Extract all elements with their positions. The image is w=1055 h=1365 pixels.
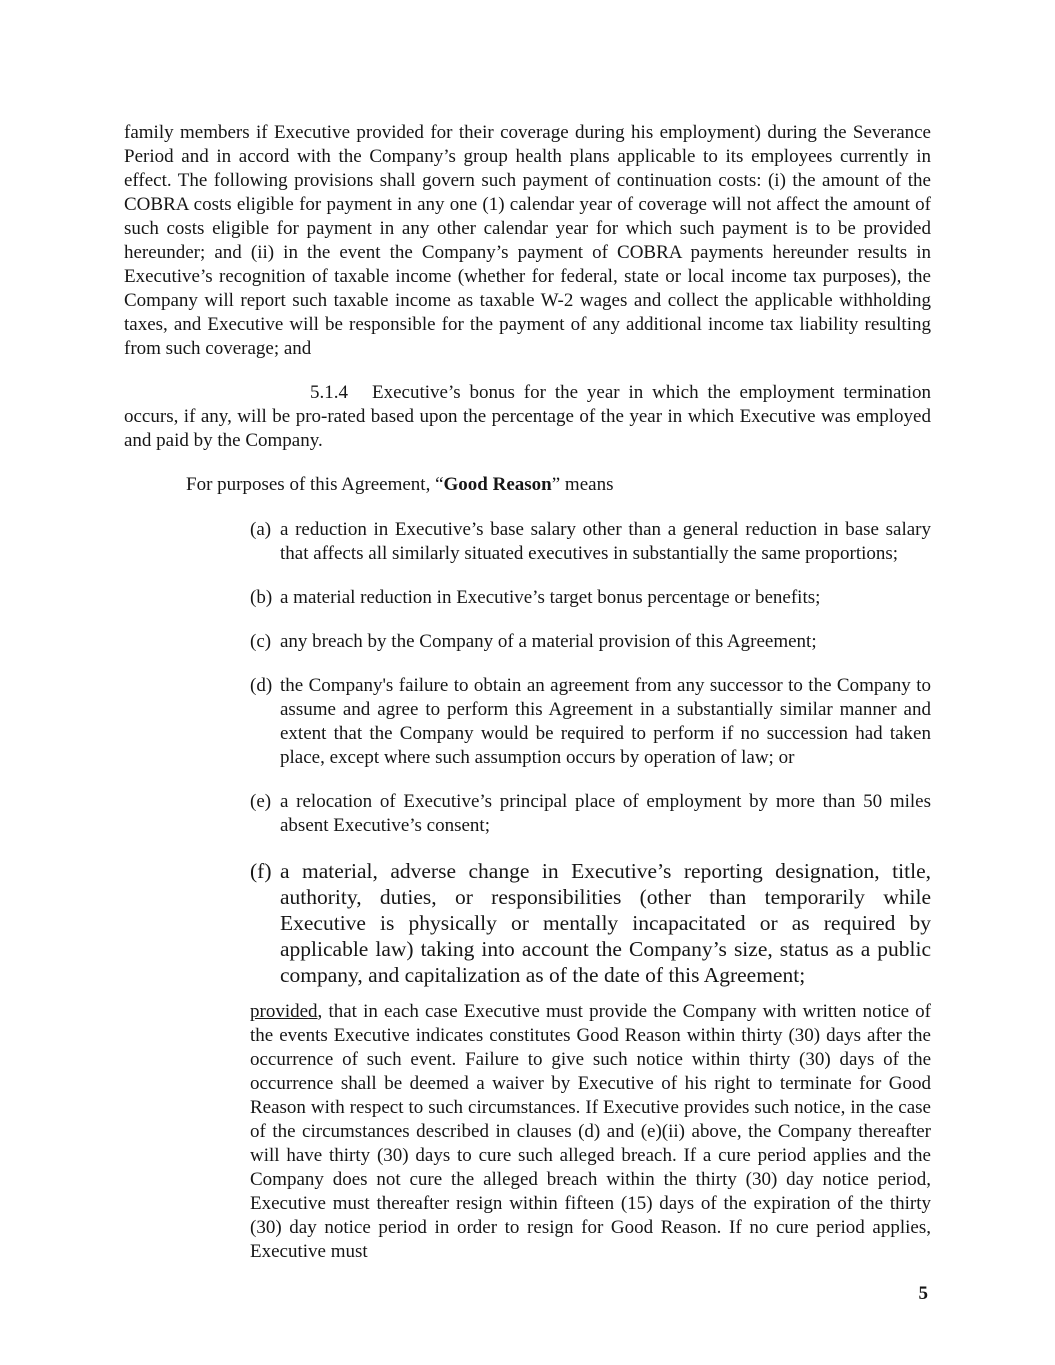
paragraph-provided-notice — [250, 1000, 931, 1264]
list-marker-a: (a) — [250, 519, 272, 540]
list-marker-d: (d) — [250, 675, 273, 696]
intro-suffix: ” means — [551, 474, 614, 495]
list-marker-e: (e) — [250, 791, 272, 812]
list-item-a — [250, 518, 931, 566]
list-item-d — [250, 674, 931, 770]
list-text-c: any breach by the Company of a material provision of this Agreement; — [280, 631, 817, 652]
intro-prefix: For purposes of this Agreement, “ — [186, 474, 444, 495]
list-text-d: the Company's failure to obtain an agreement from any successor to the Company to assume and agree to perform this Agreement in a substantially similar manner and extent that the Company would be required to perform if no succession had taken place, except where such assumption occurs by operation of law; or — [280, 675, 931, 768]
list-item-f — [250, 858, 931, 988]
list-text-f: a material, adverse change in Executive’s reporting designation, title, authority, duties, or responsibilities (other than temporarily while Executive is physically or mentally incapacitated or as required by applicable law) taking into account the Company’s size, status as a public company, and capitalization as of the date of this Agreement; — [280, 859, 931, 987]
paragraph-good-reason-intro — [124, 473, 931, 497]
list-marker-b: (b) — [250, 587, 273, 608]
provided-rest: , that in each case Executive must provide the Company with written notice of the events Executive indicates constitutes Good Reason within thirty (30) days after the occurrence of such event. Failure to give such notice within thirty (30) days of the occurrence shall be deemed a waiver by Executive of his right to terminate for Good Reason with respect to such circumstances. If Executive provides such notice, in the case of the circumstances described in clauses (d) and (e)(ii) above, the Company thereafter will have thirty (30) days to cure such alleged breach. If a cure period applies and the Company does not cure the alleged breach within the thirty (30) day notice period, Executive must thereafter resign within fifteen (15) days of the expiration of the thirty (30) day notice period in order to resign for Good Reason. If no cure period applies, Executive must — [250, 1001, 931, 1262]
section-number: 5.1.4 — [310, 382, 348, 403]
list-text-a: a reduction in Executive’s base salary other than a general reduction in base salary that affects all similarly situated executives in substantially the same proportions; — [280, 519, 931, 564]
page-number: 5 — [918, 1283, 928, 1304]
list-text-e: a relocation of Executive’s principal place of employment by more than 50 miles absent Executive’s consent; — [280, 791, 931, 836]
list-text-b: a material reduction in Executive’s target bonus percentage or benefits; — [280, 587, 821, 608]
section-text: Executive’s bonus for the year in which the employment termination occurs, if any, will be pro-rated based upon the percentage of the year in which Executive was employed and paid by the Company. — [124, 382, 931, 451]
good-reason-term: Good Reason — [443, 474, 552, 495]
paragraph-section-5-1-4 — [124, 381, 931, 453]
list-marker-c: (c) — [250, 631, 272, 652]
list-item-c — [250, 630, 931, 654]
list-item-b — [250, 586, 931, 610]
provided-lead: provided — [250, 1001, 318, 1022]
paragraph-cobra-continuation: family members if Executive provided for their coverage during his employment) during the Severance Period and in accord with the Company’s group health plans applicable to its employees currently in effect. The following provisions shall govern such payment of continuation costs: (i) the amount of the COBRA costs eligible for payment in any one (1) calendar year of coverage will not affect the amount of such costs eligible for payment in any other calendar year for which such payment is to be provided hereunder; and (ii) in the event the Company’s payment of COBRA payments hereunder results in Executive’s recognition of taxable income (whether for federal, state or local income tax purposes), the Company will report such taxable income as taxable W-2 wages and collect the applicable withholding taxes, and Executive will be responsible for the payment of any additional income tax liability resulting from such coverage; and — [124, 122, 931, 359]
document-body — [124, 121, 931, 1264]
list-item-e — [250, 790, 931, 838]
list-marker-f: (f) — [250, 859, 272, 883]
